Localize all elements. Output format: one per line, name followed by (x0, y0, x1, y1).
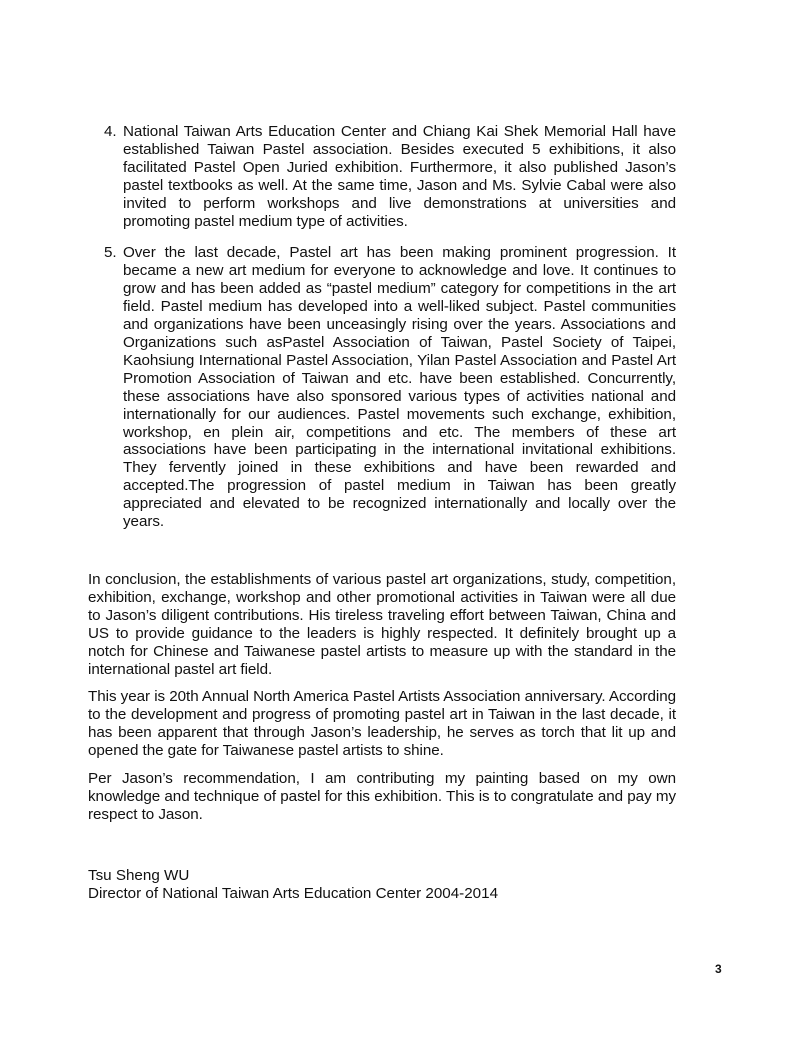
signature-block (88, 867, 498, 903)
list-item-text: National Taiwan Arts Education Center and Chiang Kai Shek Memorial Hall have established Taiwan Pastel association. Besides executed 5 exhibitions, it also facilitated Pastel Open Juried exhibition. Furthermore, it also published Jason’s pastel textbooks as well. At the same time, Jason and Ms. Sylvie Cabal were also invited to perform workshops and live demonstrations at universities and promoting pastel medium type of activities. (123, 123, 676, 230)
conclusion-paragraph: In conclusion, the establishments of various pastel art organizations, study, competition, exhibition, exchange, workshop and other promotional activities in Taiwan were all due to Jason’s diligent contributions. His tireless traveling effort between Taiwan, China and US to provide guidance to the leaders is highly respected. It definitely brought up a notch for Chinese and Taiwanese pastel artists to measure up with the standard in the international pastel art field. (88, 571, 676, 678)
anniversary-paragraph: This year is 20th Annual North America Pastel Artists Association anniversary. According to the development and progress of promoting pastel art in Taiwan in the last decade, it has been apparent that through Jason’s leadership, he serves as torch that lit up and opened the gate for Taiwanese pastel artists to shine. (88, 688, 676, 759)
list-item-number: 4. (104, 123, 117, 140)
list-item-4 (104, 123, 676, 230)
list-item-5 (104, 244, 676, 531)
signature-name: Tsu Sheng WU (88, 867, 190, 884)
recommendation-paragraph: Per Jason’s recommendation, I am contributing my painting based on my own knowledge and technique of pastel for this exhibition. This is to congratulate and pay my respect to Jason. (88, 770, 676, 823)
list-item-text: Over the last decade, Pastel art has been making prominent progression. It became a new art medium for everyone to acknowledge and love. It continues to grow and has been added as “pastel medium” category for competitions in the art field. Pastel medium has developed into a well-liked subject. Pastel communities and organizations have been unceasingly rising over the years. Associations and Organizations such asPastel Association of Taiwan, Pastel Society of Taipei, Kaohsiung International Pastel Association, Yilan Pastel Association and Pastel Art Promotion Association of Taiwan and etc. have been established. Concurrently, these associations have also sponsored various types of activities national and internationally for our audiences. Pastel movements such exchange, exhibition, workshop, en plein air, competitions and etc. The members of these art associations have been participating in the international invitational exhibitions. They fervently joined in these exhibitions and have been rewarded and accepted.The progression of pastel medium in Taiwan has been greatly appreciated and elevated to be recognized internationally and locally over the years. (123, 244, 676, 531)
signature-title: Director of National Taiwan Arts Education Center 2004-2014 (88, 884, 499, 902)
list-item-number: 5. (104, 244, 117, 262)
numbered-list (104, 123, 676, 545)
page-number: 3 (715, 962, 722, 976)
